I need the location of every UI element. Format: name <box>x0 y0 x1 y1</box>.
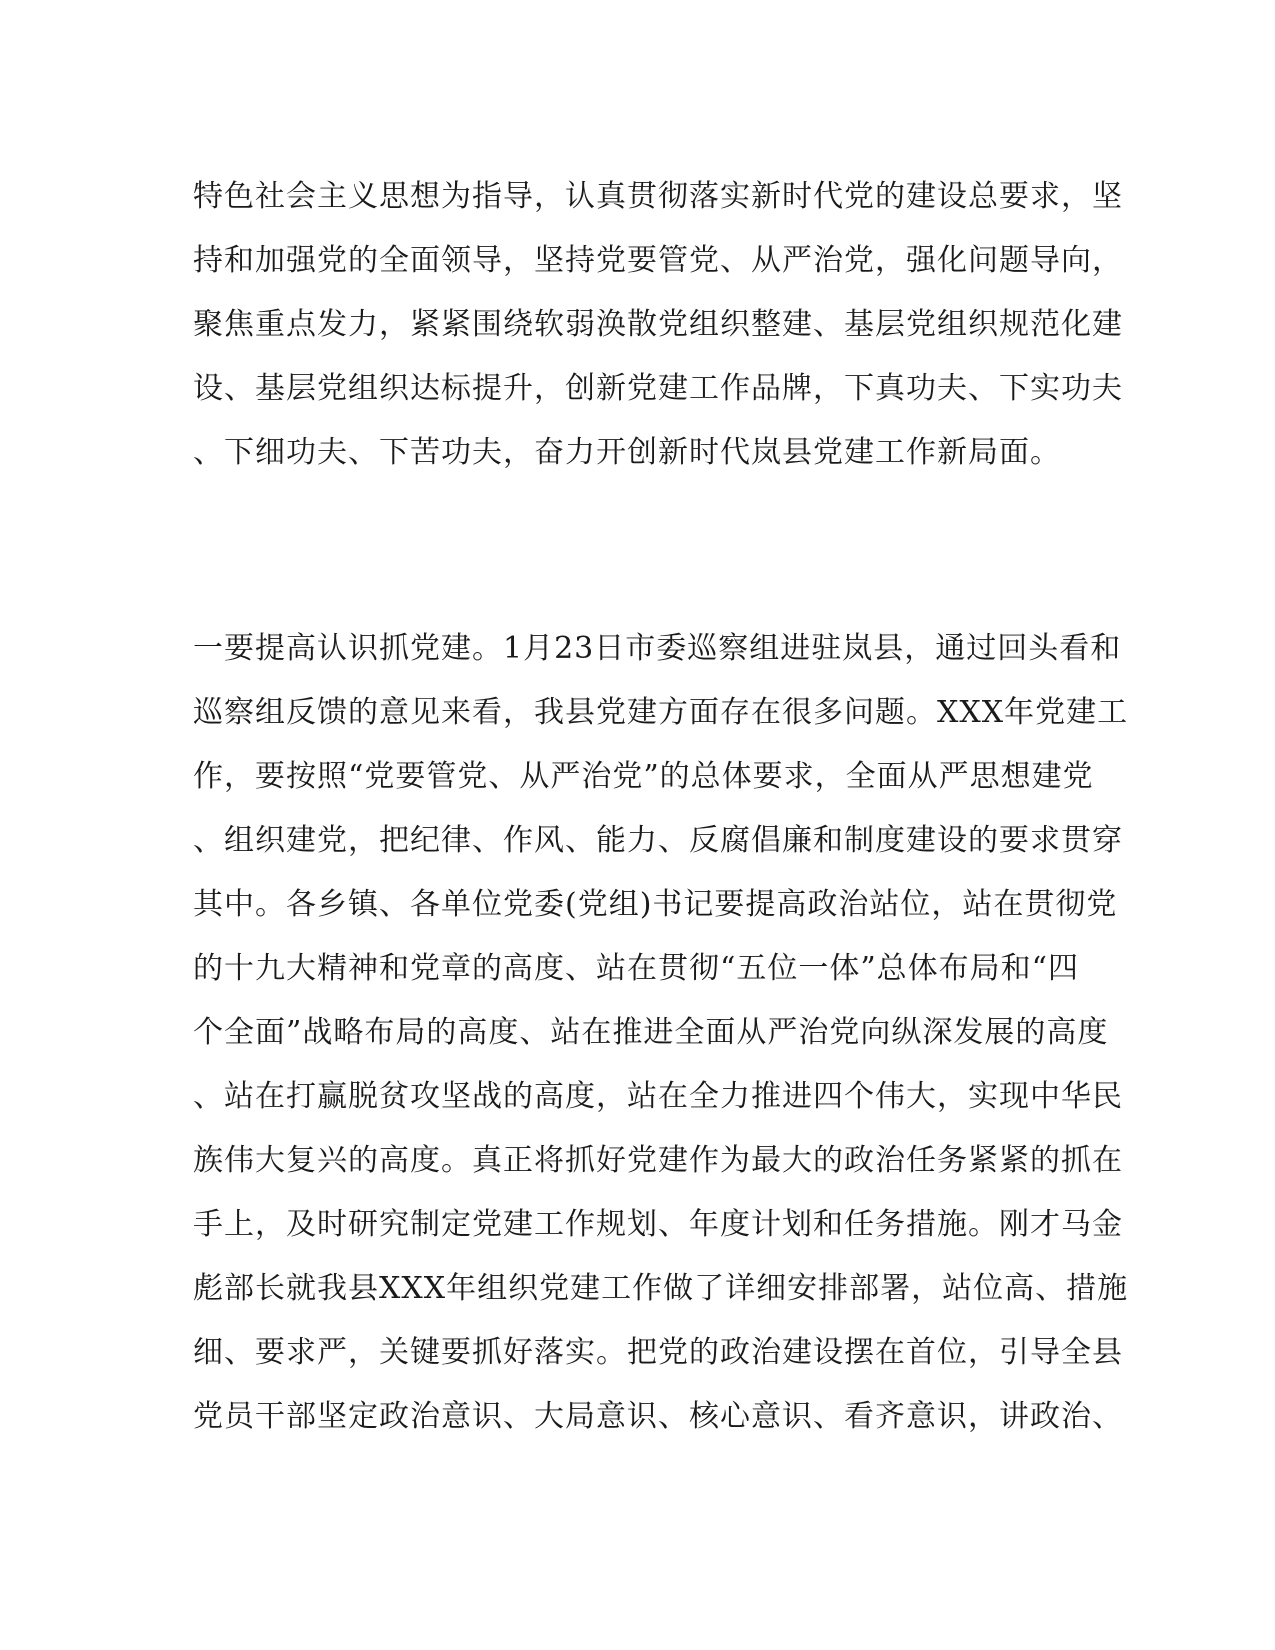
paragraph-2 <box>193 617 1129 1449</box>
text-line: 一要提高认识抓党建。1月23日市委巡察组进驻岚县，通过回头看和 <box>193 631 1122 666</box>
paragraph-1 <box>193 165 1123 485</box>
text-line: 聚焦重点发力，紧紧围绕软弱涣散党组织整建、基层党组织规范化建 <box>193 307 1123 342</box>
text-line: 彪部长就我县XXX年组织党建工作做了详细安排部署，站位高、措施 <box>193 1271 1129 1306</box>
text-line: 持和加强党的全面领导，坚持党要管党、从严治党，强化问题导向， <box>193 243 1123 278</box>
text-line: 党员干部坚定政治意识、大局意识、核心意识、看齐意识，讲政治、 <box>193 1399 1123 1434</box>
text-line: 族伟大复兴的高度。真正将抓好党建作为最大的政治任务紧紧的抓在 <box>193 1143 1123 1178</box>
text-line: 个全面”战略布局的高度、站在推进全面从严治党向纵深发展的高度 <box>193 1015 1109 1050</box>
text-line: 、站在打赢脱贫攻坚战的高度，站在全力推进四个伟大，实现中华民 <box>193 1079 1123 1114</box>
text-line: 巡察组反馈的意见来看，我县党建方面存在很多问题。XXX年党建工 <box>193 695 1129 730</box>
text-line: 的十九大精神和党章的高度、站在贯彻“五位一体”总体布局和“四 <box>193 951 1080 986</box>
text-line: 设、基层党组织达标提升，创新党建工作品牌，下真功夫、下实功夫 <box>193 371 1123 406</box>
text-line: 其中。各乡镇、各单位党委(党组)书记要提高政治站位，站在贯彻党 <box>193 887 1118 922</box>
text-line: 、下细功夫、下苦功夫，奋力开创新时代岚县党建工作新局面。 <box>193 435 1061 470</box>
text-line: 细、要求严，关键要抓好落实。把党的政治建设摆在首位，引导全县 <box>193 1335 1123 1370</box>
text-line: 作，要按照“党要管党、从严治党”的总体要求，全面从严思想建党 <box>193 759 1094 794</box>
text-line: 、组织建党，把纪律、作风、能力、反腐倡廉和制度建设的要求贯穿 <box>193 823 1123 858</box>
text-line: 特色社会主义思想为指导，认真贯彻落实新时代党的建设总要求，坚 <box>193 179 1123 214</box>
text-line: 手上，及时研究制定党建工作规划、年度计划和任务措施。刚才马金 <box>193 1207 1123 1242</box>
